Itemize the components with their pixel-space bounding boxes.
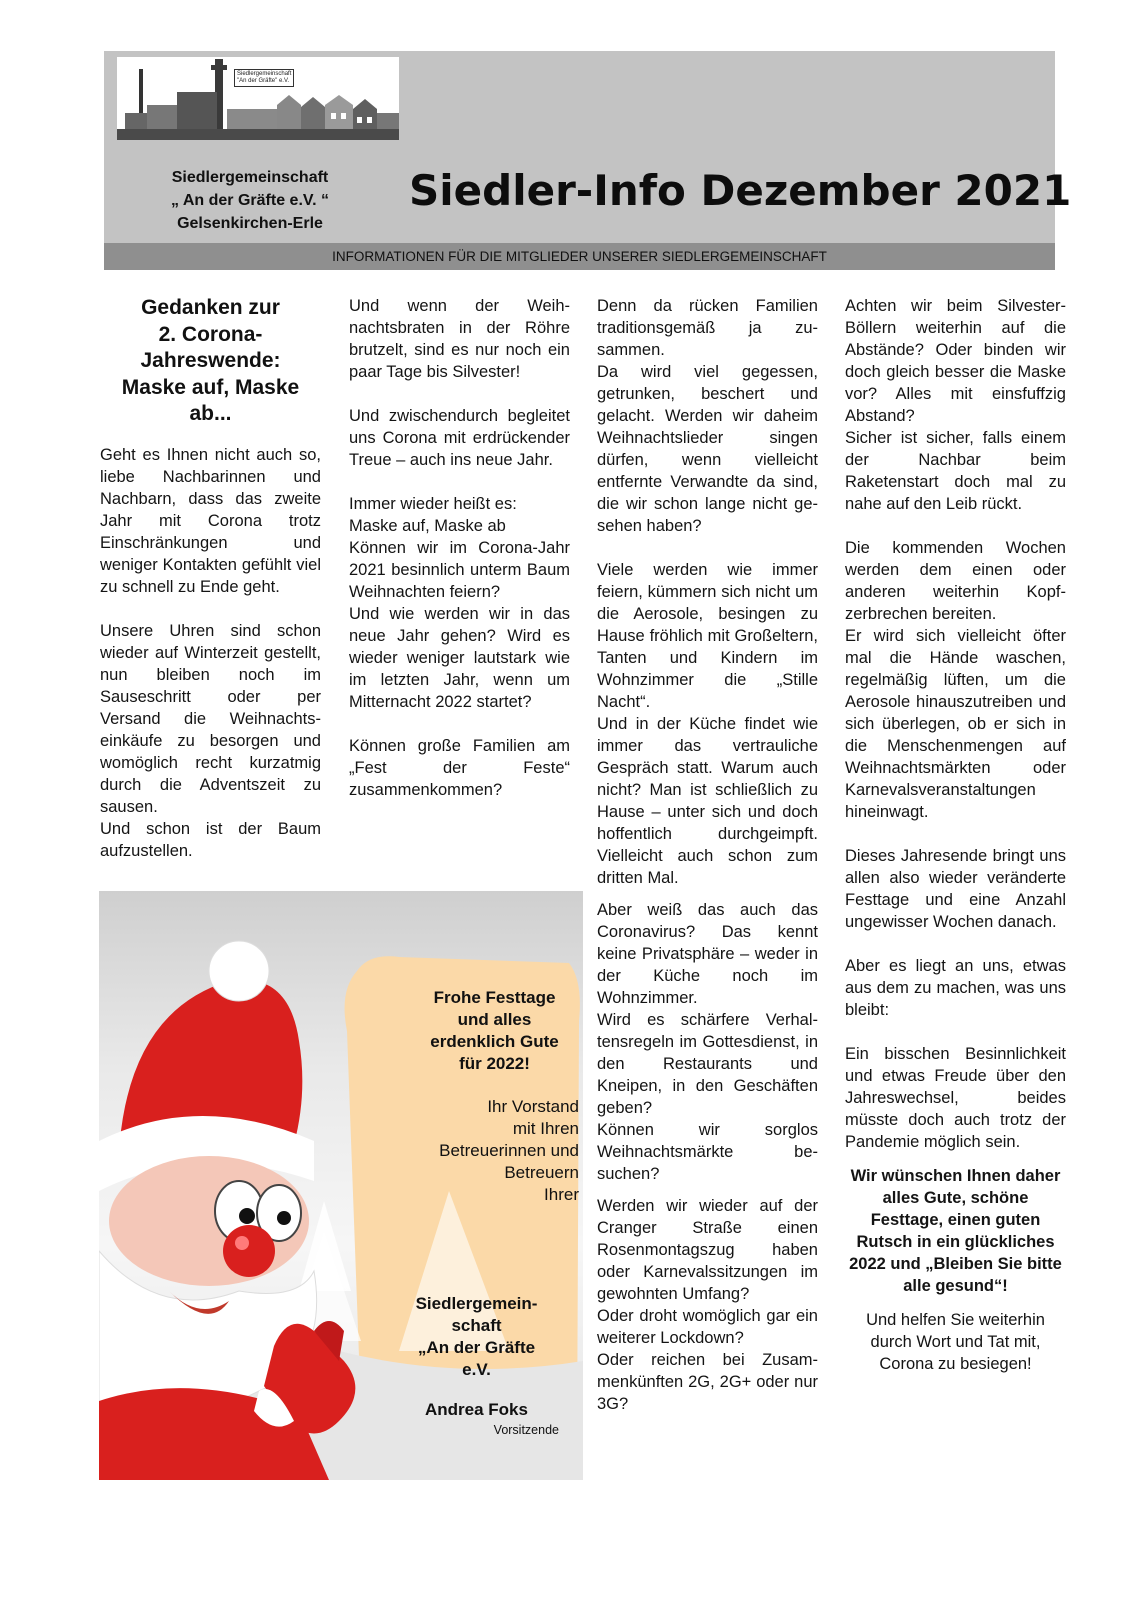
paragraph: Da wird viel gegessen, getrunken, beschert und gelacht. Werden wir daheim Weihnachtslieder singen dürfen, wenn vielleicht entfernte Verwandte da sind, die wir schon lange nicht gesehen haben? [597, 363, 818, 535]
greeting-line: „An der Gräfte [417, 1338, 536, 1357]
greeting-line: mit Ihren [512, 1119, 579, 1138]
paragraph: Und wie werden wir in das neue Jahr gehen? Wird es wieder weniger lautstark wie im letzten Jahr, wenn um Mitternacht 2022 startet? [349, 605, 570, 711]
season-wish: Wir wünschen Ihnen daher alles Gute, schöne Festtage, einen guten Rutsch in ein glückliches 2022 und „Bleiben Sie bitte alle gesund“! [849, 1167, 1062, 1295]
paragraph: Können wir sorglos Weihnachtsmärkte besuchen? [597, 1121, 818, 1183]
column-2 [349, 295, 570, 801]
signatory-name: Andrea Foks [425, 1400, 528, 1419]
org-line: Siedlergemeinschaft [171, 169, 329, 186]
paragraph: Aber weiß das auch das Coronavirus? Das kennt keine Privatsphäre – weder in der Küche noch im Wohnzimmer. [597, 901, 818, 1007]
greeting-line: erdenklich Gute [430, 1032, 559, 1051]
greeting-line: Betreuern [504, 1163, 579, 1182]
paragraph: Viele werden wie immer feiern, kümmern sich nicht um die Aerosole, besingen zu Hause fröhlich mit Großeltern, Tanten und Kindern im Wohnzimmer die „Stille Nacht“. [597, 561, 818, 711]
header-banner [104, 51, 1072, 243]
paragraph: Achten wir beim Silvester-Böllern weiterhin auf die Abstände? Oder binden wir doch gleich besser die Maske vor? Alles mit einsfuffzig Abstand? [845, 297, 1066, 425]
subtitle-bar [104, 243, 1055, 270]
organization-name [140, 166, 360, 235]
greeting-line: Ihr Vorstand [487, 1097, 579, 1116]
title-line: Gedanken zur [141, 296, 280, 319]
paragraph: Werden wir wieder auf der Cranger Straße einen Rosenmontagszug haben oder Karnevalssitzungen im gewohnten Umfang? [597, 1197, 818, 1303]
paragraph: Können große Familien am „Fest der Feste“ zusammenkommen? [349, 737, 570, 799]
column-3 [597, 295, 818, 1415]
greeting-line: Betreuerinnen und [439, 1141, 579, 1160]
column-4 [845, 295, 1066, 1375]
greeting-signature-org [389, 1293, 564, 1381]
subtitle: INFORMATIONEN FÜR DIE MITGLIEDER UNSERER SIEDLERGEMEINSCHAFT [332, 249, 827, 264]
settlement-logo [117, 57, 399, 140]
article-title [100, 295, 321, 428]
paragraph: Und schon ist der Baum aufzustellen. [100, 819, 321, 860]
newsletter-title: Siedler-Info Dezember 2021 [409, 166, 1072, 215]
paragraph: Dieses Jahresende bringt uns allen also wieder veränderte Festtage und eine Anzahl ungewisser Wochen danach. [845, 847, 1066, 931]
paragraph: Unsere Uhren sind schon wieder auf Winterzeit gestellt, nun bleiben noch im Sauseschritt oder per Versand die Weihnachtseinkäufe zu besorgen und womöglich recht kurzatmig durch die Adventszeit zu sausen. [100, 621, 321, 816]
closing-note: Und helfen Sie weiterhin durch Wort und Tat mit, Corona zu besiegen! [866, 1311, 1045, 1373]
title-line: Jahreswende: [140, 349, 281, 372]
greeting-line: e.V. [462, 1360, 491, 1379]
logo-label [234, 69, 294, 87]
paragraph: Oder droht womöglich gar ein weiterer Lockdown? [597, 1307, 818, 1347]
title-line: 2. Corona- [158, 322, 263, 346]
greeting-line: für 2022! [459, 1054, 530, 1073]
title-line: ab... [189, 402, 232, 425]
paragraph: Immer wieder heißt es: [349, 495, 517, 513]
paragraph: Oder reichen bei Zusammenkünften 2G, 2G+ oder nur 3G? [597, 1351, 818, 1413]
logo-label-line: Siedlergemeinschaft [237, 71, 292, 77]
org-line: „ An der Gräfte e.V. “ [171, 192, 329, 209]
signatory-role: Vorsitzende [493, 1423, 559, 1437]
paragraph: Und zwischendurch begleitet uns Corona mit erdrückender Treue – auch ins neue Jahr. [349, 407, 570, 469]
paragraph: Denn da rücken Familien traditionsgemäß ja zusammen. [597, 297, 818, 359]
logo-label-line: "An der Gräfte" e.V. [237, 78, 290, 84]
paragraph: Können wir im Corona-Jahr 2021 besinnlich unterm Baum Weihnachten feiern? [349, 539, 570, 601]
paragraph: Sicher ist sicher, falls einem der Nachbar beim Raketenstart doch mal zu nahe auf den Leib rückt. [845, 429, 1066, 513]
paragraph: Geht es Ihnen nicht auch so, liebe Nachbarinnen und Nachbarn, dass das zweite Jahr mit Corona trotz Einschränkungen und weniger Kontakten gefühlt viel zu schnell zu Ende geht. [100, 445, 321, 596]
paragraph: Und wenn der Weihnachtsbraten in der Röhre brutzelt, sind es nur noch ein paar Tage bis Silvester! [349, 297, 570, 381]
greeting-from-board [404, 1096, 579, 1206]
paragraph: Ein bisschen Besinnlichkeit und etwas Freude über den Jahreswechsel, beides müsste doch auch trotz der Pandemie möglich sein. [845, 1045, 1066, 1151]
title-line: Maske auf, Maske [121, 375, 300, 399]
paragraph: Aber es liegt an uns, etwas aus dem zu machen, was uns bleibt: [845, 957, 1066, 1019]
christmas-greeting-card [99, 891, 583, 1480]
column-1 [100, 295, 321, 862]
paragraph: Die kommenden Wochen werden dem einen oder anderen weiterhin Kopfzerbrechen bereiten. [845, 539, 1066, 623]
paragraph: Wird es schärfere Verhaltensregeln im Gottesdienst, in den Restaurants und Kneipen, in den Geschäften geben? [597, 1011, 818, 1117]
paragraph: Er wird sich vielleicht öfter mal die Hände waschen, regelmäßig lüften, um die Aerosole hinauszutreiben und sich überlegen, ob er sich in die Menschenmengen auf Weihnachtsmärkten oder Karnevalsveranstaltungen hineinwagt. [845, 627, 1066, 821]
greeting-line: Siedlergemein- [415, 1294, 538, 1313]
greeting-line: Frohe Festtage [433, 988, 556, 1007]
greeting-line: Ihrer [544, 1185, 579, 1204]
greeting-line: schaft [451, 1316, 502, 1335]
org-line: Gelsenkirchen-Erle [177, 215, 323, 232]
paragraph: Und in der Küche findet wie immer das vertrauliche Gespräch statt. Warum auch nicht? Man ist schließlich zu Hause – unter sich und doch hoffentlich durchgeimpft. Vielleicht auch schon zum dritten Mal. [597, 715, 818, 887]
greeting-line: und alles [457, 1010, 532, 1029]
greeting-headline [407, 987, 582, 1075]
paragraph: Maske auf, Maske ab [349, 517, 506, 535]
